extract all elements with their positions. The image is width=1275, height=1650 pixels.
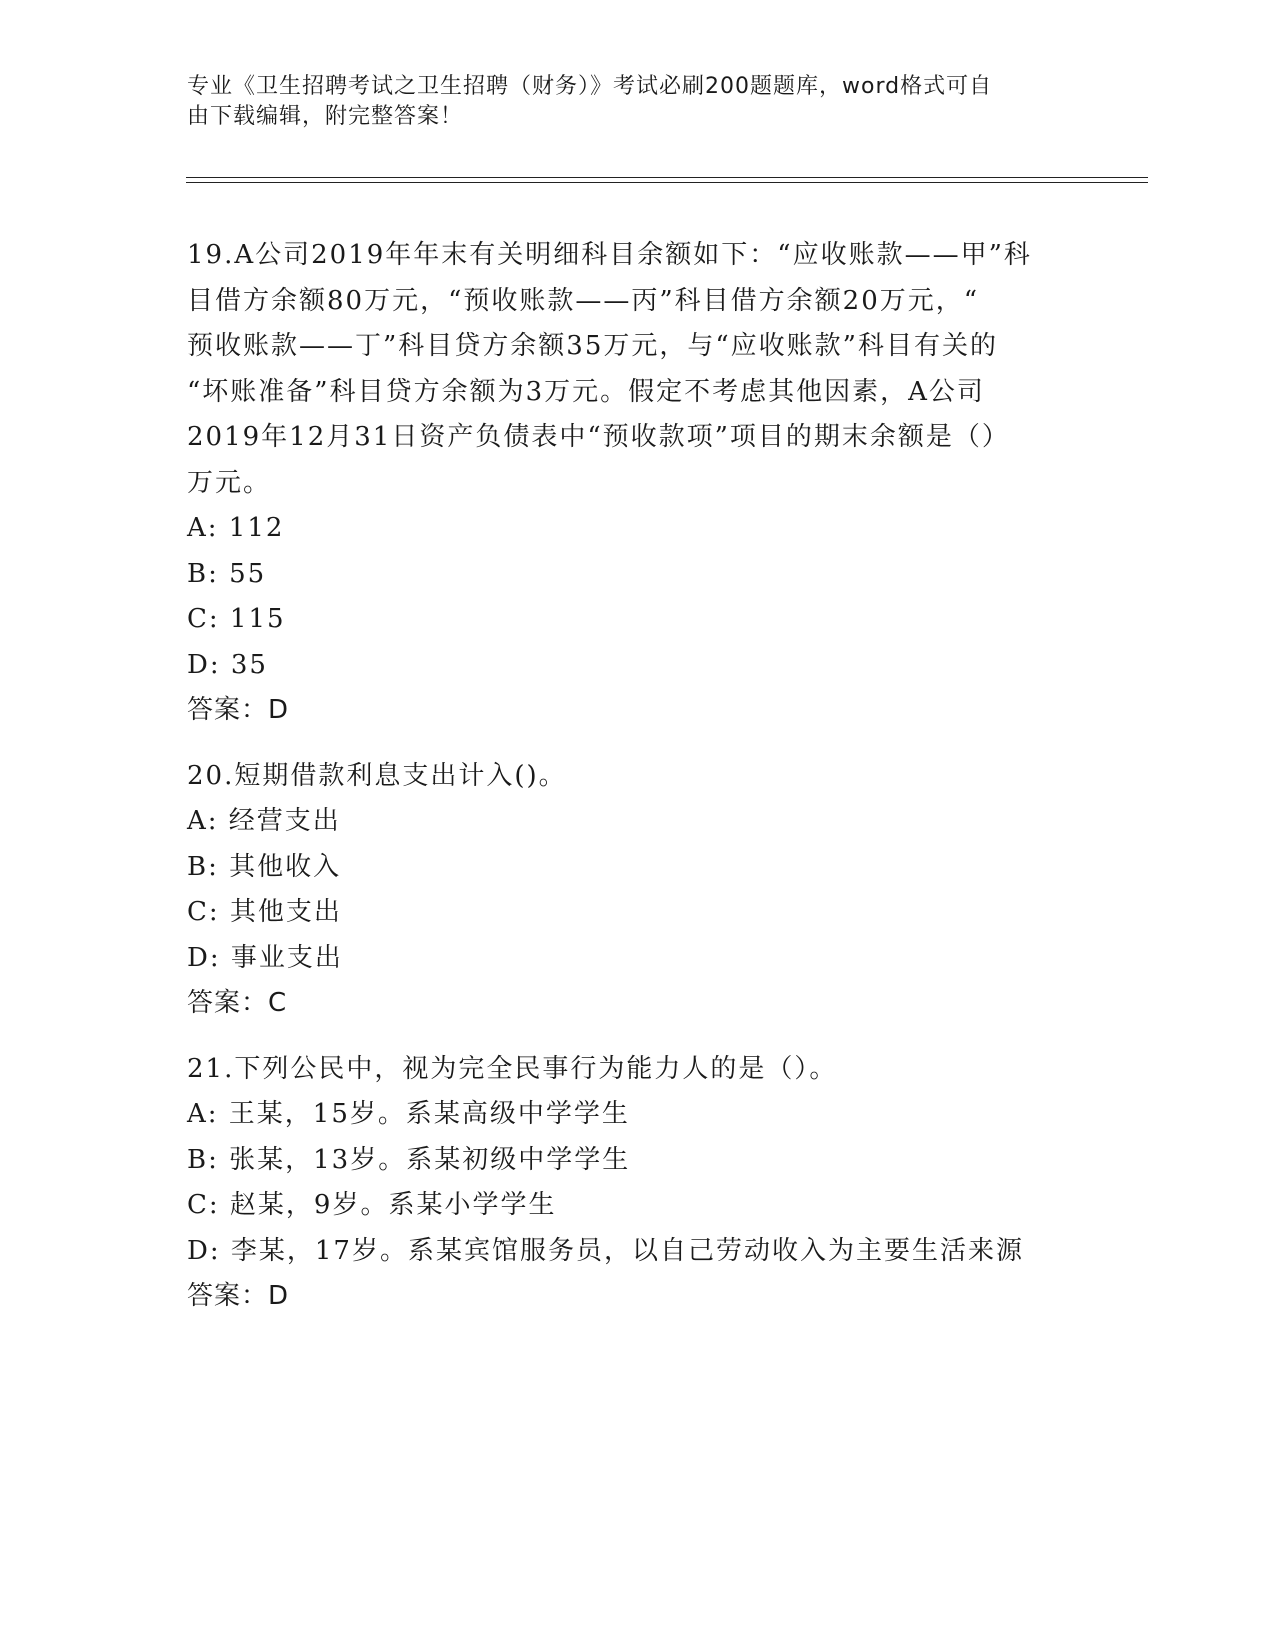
answer-line: 答案：D xyxy=(187,695,290,725)
option-d: D: 李某，17岁。系某宾馆服务员，以自己劳动收入为主要生活来源 xyxy=(187,1235,1024,1266)
option-d: D: 事业支出 xyxy=(187,942,343,973)
question-21 xyxy=(187,1047,1087,1320)
header-divider-top xyxy=(186,177,1148,178)
stem-line: 19.A公司2019年年末有关明细科目余额如下：“应收账款——甲”科 xyxy=(187,240,1032,270)
header-divider-bottom xyxy=(186,182,1148,183)
stem-line: 预收账款——丁”科目贷方余额35万元，与“应收账款”科目有关的 xyxy=(187,331,998,361)
option-d: D: 35 xyxy=(187,649,268,680)
option-a: A: 王某，15岁。系某高级中学学生 xyxy=(187,1099,630,1129)
header-title-line-2: 由下载编辑，附完整答案！ xyxy=(187,104,464,129)
answer-line: 答案：D xyxy=(187,1281,290,1311)
question-stem xyxy=(187,1047,1087,1093)
question-19 xyxy=(187,233,1087,734)
option-a: A: 经营支出 xyxy=(187,806,341,836)
header-title-line-1: 专业《卫生招聘考试之卫生招聘（财务）》考试必刷200题题库，word格式可自 xyxy=(187,74,993,99)
stem-line: 20.短期借款利息支出计入()。 xyxy=(187,760,567,791)
stem-line: “坏账准备”科目贷方余额为3万元。假定不考虑其他因素，A公司 xyxy=(187,376,985,407)
question-stem xyxy=(187,233,1087,506)
option-b: B: 其他收入 xyxy=(187,851,342,882)
stem-line: 2019年12月31日资产负债表中“预收款项”项目的期末余额是（） xyxy=(187,422,1010,452)
question-20 xyxy=(187,754,1087,1027)
option-a: A: 112 xyxy=(187,513,285,543)
option-c: C: 其他支出 xyxy=(187,897,342,927)
question-list xyxy=(187,233,1087,1340)
option-c: C: 115 xyxy=(187,604,286,634)
stem-line: 目借方余额80万元，“预收账款——丙”科目借方余额20万元，“ xyxy=(187,285,980,316)
stem-line: 万元。 xyxy=(187,467,272,498)
stem-line: 21.下列公民中，视为完全民事行为能力人的是（）。 xyxy=(187,1053,838,1084)
option-b: B: 张某，13岁。系某初级中学学生 xyxy=(187,1144,631,1175)
option-c: C: 赵某，9岁。系某小学学生 xyxy=(187,1190,557,1220)
document-header xyxy=(187,72,1067,132)
answer-line: 答案：C xyxy=(187,988,288,1018)
option-b: B: 55 xyxy=(187,558,267,589)
question-stem xyxy=(187,754,1087,800)
